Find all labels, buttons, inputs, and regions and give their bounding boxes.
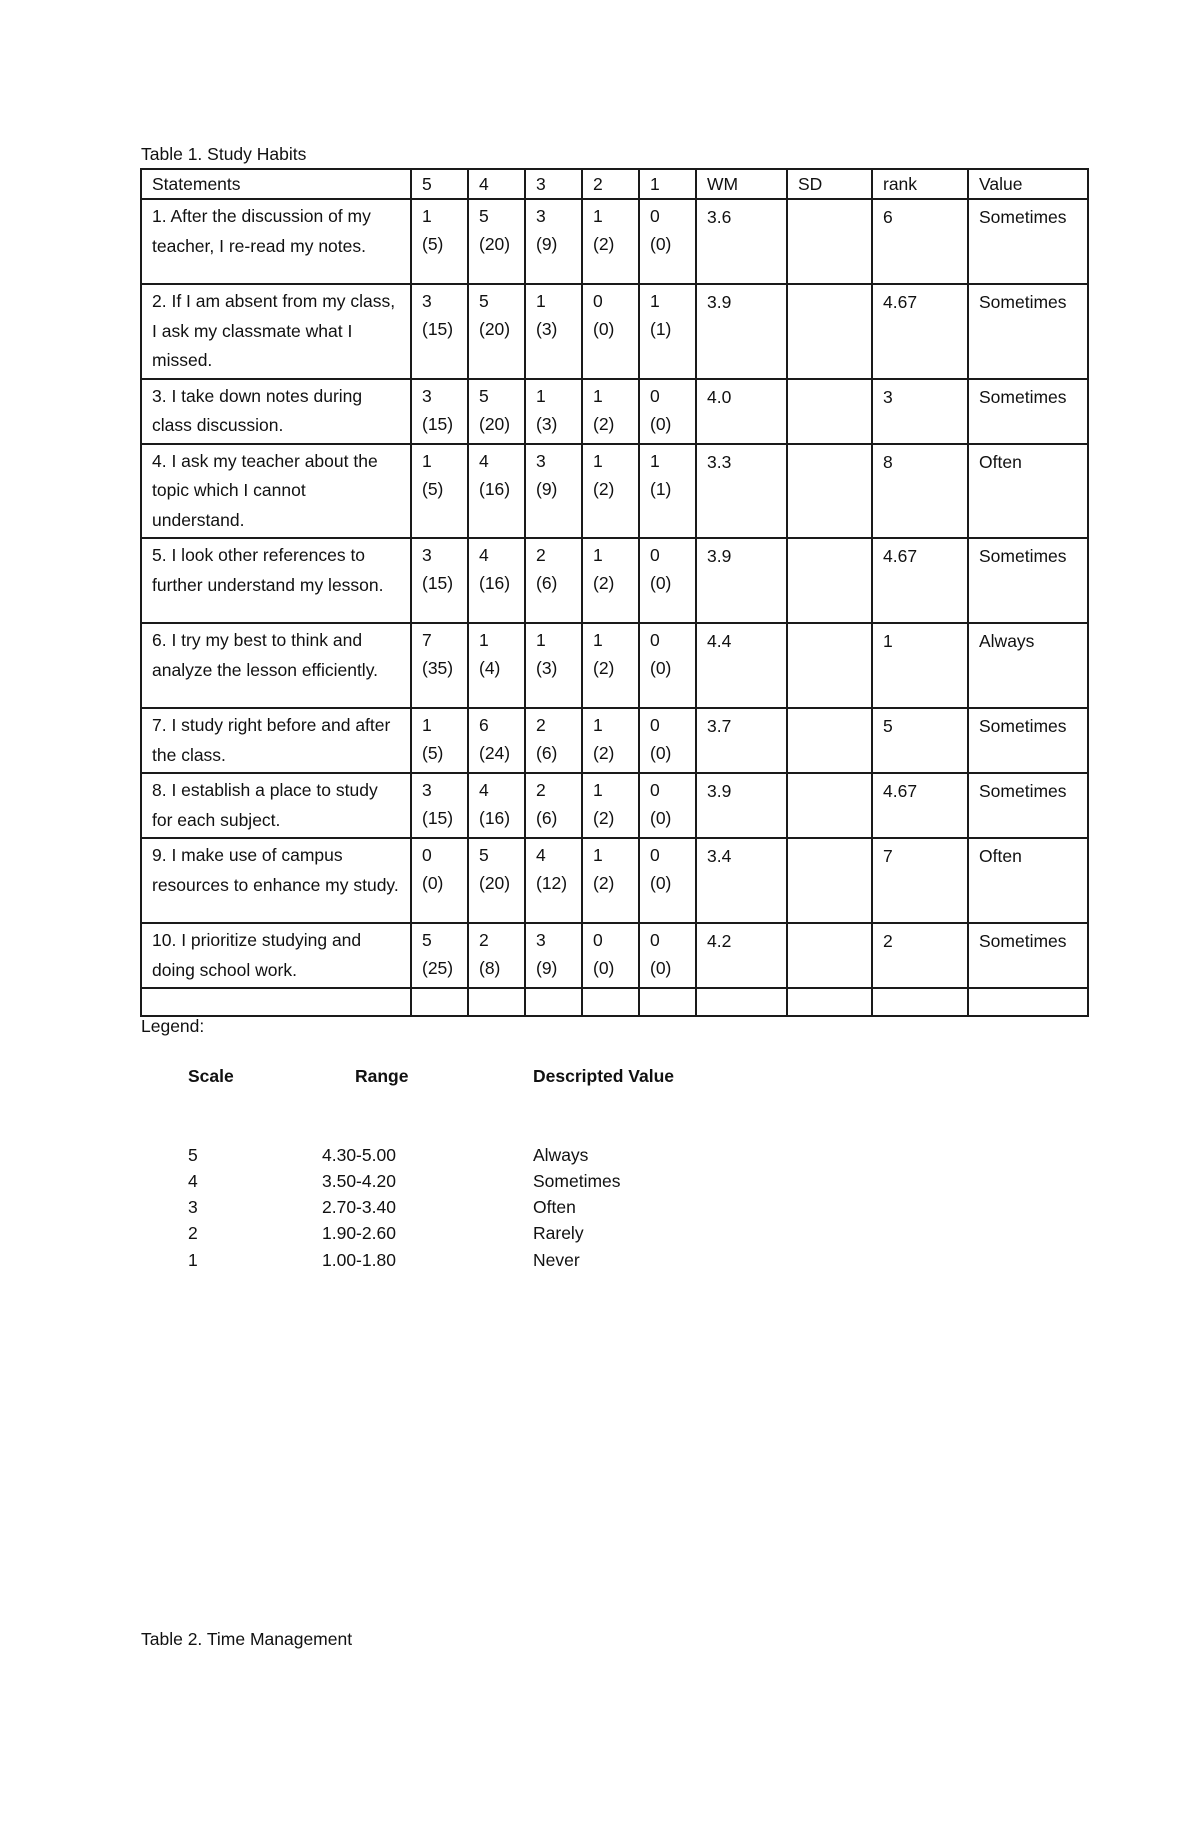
empty-cell bbox=[787, 988, 872, 1016]
count-cell-1 bbox=[639, 838, 696, 923]
wm-cell: 3.3 bbox=[696, 444, 787, 539]
sd-cell bbox=[787, 623, 872, 708]
legend-title: Legend: bbox=[141, 1016, 205, 1036]
weighted-value: (5) bbox=[422, 478, 444, 499]
value-cell: Sometimes bbox=[968, 284, 1088, 379]
rank-cell: 3 bbox=[872, 379, 968, 444]
value-cell: Always bbox=[968, 623, 1088, 708]
count-value: 5 bbox=[479, 385, 489, 406]
weighted-value: (35) bbox=[422, 658, 454, 678]
table-row bbox=[141, 538, 1088, 623]
header-value: Value bbox=[968, 169, 1088, 199]
empty-cell bbox=[411, 988, 468, 1016]
weighted-value: (3) bbox=[536, 319, 558, 339]
weighted-value: (16) bbox=[479, 478, 511, 499]
count-cell-2 bbox=[582, 708, 639, 773]
count-value: 4 bbox=[479, 450, 489, 471]
statement-cell: 2. If I am absent from my class, I ask my classmate what I missed. bbox=[141, 284, 411, 379]
wm-cell: 3.4 bbox=[696, 838, 787, 923]
legend-scale: 4 bbox=[188, 1171, 198, 1191]
legend-value: Always bbox=[533, 1145, 589, 1165]
weighted-value: (2) bbox=[593, 478, 615, 499]
count-cell-4 bbox=[468, 708, 525, 773]
count-value: 1 bbox=[593, 206, 603, 226]
wm-cell: 3.9 bbox=[696, 538, 787, 623]
weighted-value: (0) bbox=[650, 234, 672, 254]
count-value: 1 bbox=[593, 845, 603, 865]
weighted-value: (0) bbox=[650, 573, 672, 593]
count-value: 0 bbox=[650, 715, 660, 735]
count-value: 5 bbox=[479, 206, 489, 226]
count-cell-3 bbox=[525, 444, 582, 539]
count-cell-4 bbox=[468, 199, 525, 284]
wm-cell: 4.4 bbox=[696, 623, 787, 708]
value-cell: Often bbox=[968, 444, 1088, 539]
sd-cell bbox=[787, 284, 872, 379]
empty-cell bbox=[582, 988, 639, 1016]
count-cell-1 bbox=[639, 923, 696, 988]
weighted-value: (1) bbox=[650, 478, 672, 499]
count-value: 3 bbox=[422, 780, 432, 800]
weighted-value: (0) bbox=[593, 319, 615, 339]
count-cell-3 bbox=[525, 708, 582, 773]
count-cell-1 bbox=[639, 444, 696, 539]
count-cell-5 bbox=[411, 538, 468, 623]
statement-cell: 8. I establish a place to study for each subject. bbox=[141, 773, 411, 838]
weighted-value: (25) bbox=[422, 958, 454, 978]
count-cell-5 bbox=[411, 923, 468, 988]
empty-cell bbox=[872, 988, 968, 1016]
count-value: 1 bbox=[593, 545, 603, 565]
count-cell-3 bbox=[525, 199, 582, 284]
count-cell-3 bbox=[525, 284, 582, 379]
value-cell: Sometimes bbox=[968, 708, 1088, 773]
wm-cell: 4.2 bbox=[696, 923, 787, 988]
count-cell-3 bbox=[525, 623, 582, 708]
count-cell-5 bbox=[411, 708, 468, 773]
rank-cell: 5 bbox=[872, 708, 968, 773]
legend-value: Never bbox=[533, 1250, 580, 1270]
weighted-value: (16) bbox=[479, 808, 511, 828]
count-value: 3 bbox=[422, 291, 432, 311]
count-cell-1 bbox=[639, 708, 696, 773]
count-cell-4 bbox=[468, 284, 525, 379]
weighted-value: (6) bbox=[536, 808, 558, 828]
value-cell: Often bbox=[968, 838, 1088, 923]
count-cell-5 bbox=[411, 199, 468, 284]
legend-range: 2.70-3.40 bbox=[322, 1197, 396, 1217]
weighted-value: (0) bbox=[422, 873, 444, 893]
count-cell-2 bbox=[582, 284, 639, 379]
header-rank: rank bbox=[872, 169, 968, 199]
rank-cell: 4.67 bbox=[872, 538, 968, 623]
header-statements: Statements bbox=[141, 169, 411, 199]
count-cell-3 bbox=[525, 379, 582, 444]
count-value: 0 bbox=[422, 845, 432, 865]
sd-cell bbox=[787, 708, 872, 773]
header-1: 1 bbox=[639, 169, 696, 199]
count-cell-5 bbox=[411, 838, 468, 923]
count-cell-4 bbox=[468, 444, 525, 539]
rank-cell: 2 bbox=[872, 923, 968, 988]
count-cell-3 bbox=[525, 838, 582, 923]
count-value: 1 bbox=[422, 450, 432, 471]
wm-cell: 3.6 bbox=[696, 199, 787, 284]
wm-cell: 3.7 bbox=[696, 708, 787, 773]
wm-cell: 4.0 bbox=[696, 379, 787, 444]
weighted-value: (2) bbox=[593, 658, 615, 678]
statement-cell: 5. I look other references to further understand my lesson. bbox=[141, 538, 411, 623]
count-value: 2 bbox=[536, 545, 546, 565]
weighted-value: (20) bbox=[479, 413, 511, 434]
sd-cell bbox=[787, 379, 872, 444]
empty-row bbox=[141, 988, 1088, 1016]
table2-title: Table 2. Time Management bbox=[141, 1629, 353, 1649]
rank-cell: 4.67 bbox=[872, 284, 968, 379]
count-cell-3 bbox=[525, 538, 582, 623]
count-cell-2 bbox=[582, 623, 639, 708]
count-value: 2 bbox=[479, 930, 489, 950]
weighted-value: (5) bbox=[422, 743, 444, 763]
weighted-value: (20) bbox=[479, 319, 511, 339]
sd-cell bbox=[787, 199, 872, 284]
wm-cell: 3.9 bbox=[696, 773, 787, 838]
header-2: 2 bbox=[582, 169, 639, 199]
count-cell-2 bbox=[582, 538, 639, 623]
empty-cell bbox=[141, 988, 411, 1016]
count-value: 5 bbox=[422, 930, 432, 950]
weighted-value: (9) bbox=[536, 478, 558, 499]
count-value: 6 bbox=[479, 715, 489, 735]
count-cell-4 bbox=[468, 538, 525, 623]
count-value: 0 bbox=[650, 385, 660, 406]
count-value: 0 bbox=[650, 206, 660, 226]
count-cell-1 bbox=[639, 379, 696, 444]
weighted-value: (0) bbox=[650, 413, 672, 434]
weighted-value: (0) bbox=[650, 873, 672, 893]
value-cell: Sometimes bbox=[968, 773, 1088, 838]
weighted-value: (12) bbox=[536, 873, 568, 893]
count-value: 1 bbox=[593, 780, 603, 800]
count-value: 0 bbox=[650, 845, 660, 865]
value-cell: Sometimes bbox=[968, 379, 1088, 444]
count-value: 1 bbox=[650, 291, 660, 311]
header-3: 3 bbox=[525, 169, 582, 199]
statement-cell: 1. After the discussion of my teacher, I re-read my notes. bbox=[141, 199, 411, 284]
count-value: 7 bbox=[422, 630, 432, 650]
legend-value: Sometimes bbox=[533, 1171, 621, 1191]
table-row bbox=[141, 838, 1088, 923]
weighted-value: (0) bbox=[593, 958, 615, 978]
legend-value: Often bbox=[533, 1197, 576, 1217]
weighted-value: (2) bbox=[593, 873, 615, 893]
rank-cell: 7 bbox=[872, 838, 968, 923]
count-value: 3 bbox=[536, 450, 546, 471]
statement-cell: 4. I ask my teacher about the topic which I cannot understand. bbox=[141, 444, 411, 539]
weighted-value: (24) bbox=[479, 743, 511, 763]
empty-cell bbox=[468, 988, 525, 1016]
study-habits-table bbox=[140, 168, 1089, 1017]
count-value: 0 bbox=[593, 930, 603, 950]
count-value: 1 bbox=[422, 715, 432, 735]
weighted-value: (0) bbox=[650, 808, 672, 828]
sd-cell bbox=[787, 444, 872, 539]
table-row bbox=[141, 284, 1088, 379]
header-5: 5 bbox=[411, 169, 468, 199]
count-cell-3 bbox=[525, 923, 582, 988]
weighted-value: (8) bbox=[479, 958, 501, 978]
rank-cell: 8 bbox=[872, 444, 968, 539]
legend-range: 1.00-1.80 bbox=[322, 1250, 396, 1270]
count-value: 2 bbox=[536, 715, 546, 735]
count-cell-2 bbox=[582, 773, 639, 838]
legend-range: 3.50-4.20 bbox=[322, 1171, 396, 1191]
count-cell-4 bbox=[468, 838, 525, 923]
table-header-row bbox=[141, 169, 1088, 199]
count-cell-2 bbox=[582, 838, 639, 923]
header-sd: SD bbox=[787, 169, 872, 199]
count-value: 0 bbox=[650, 930, 660, 950]
table-row bbox=[141, 623, 1088, 708]
count-value: 1 bbox=[593, 630, 603, 650]
weighted-value: (2) bbox=[593, 808, 615, 828]
legend-range: 4.30-5.00 bbox=[322, 1145, 396, 1165]
table-row bbox=[141, 773, 1088, 838]
empty-cell bbox=[696, 988, 787, 1016]
count-cell-4 bbox=[468, 773, 525, 838]
count-cell-2 bbox=[582, 444, 639, 539]
rank-cell: 1 bbox=[872, 623, 968, 708]
weighted-value: (15) bbox=[422, 413, 454, 434]
count-cell-1 bbox=[639, 623, 696, 708]
legend-header-value: Descripted Value bbox=[533, 1066, 675, 1086]
count-cell-3 bbox=[525, 773, 582, 838]
table-row bbox=[141, 379, 1088, 444]
empty-cell bbox=[968, 988, 1088, 1016]
count-cell-5 bbox=[411, 444, 468, 539]
weighted-value: (3) bbox=[536, 413, 558, 434]
count-cell-4 bbox=[468, 379, 525, 444]
weighted-value: (15) bbox=[422, 573, 454, 593]
table-row bbox=[141, 923, 1088, 988]
count-value: 2 bbox=[536, 780, 546, 800]
weighted-value: (15) bbox=[422, 319, 454, 339]
count-cell-1 bbox=[639, 199, 696, 284]
sd-cell bbox=[787, 923, 872, 988]
legend-scale: 3 bbox=[188, 1197, 198, 1217]
statement-cell: 6. I try my best to think and analyze the lesson efficiently. bbox=[141, 623, 411, 708]
value-cell: Sometimes bbox=[968, 538, 1088, 623]
table1-title: Table 1. Study Habits bbox=[141, 144, 307, 164]
header-4: 4 bbox=[468, 169, 525, 199]
count-value: 1 bbox=[479, 630, 489, 650]
weighted-value: (0) bbox=[650, 958, 672, 978]
weighted-value: (2) bbox=[593, 234, 615, 254]
statement-cell: 9. I make use of campus resources to enhance my study. bbox=[141, 838, 411, 923]
legend-header-scale: Scale bbox=[188, 1066, 234, 1086]
count-value: 5 bbox=[479, 291, 489, 311]
wm-cell: 3.9 bbox=[696, 284, 787, 379]
weighted-value: (9) bbox=[536, 958, 558, 978]
count-cell-5 bbox=[411, 379, 468, 444]
weighted-value: (0) bbox=[650, 658, 672, 678]
value-cell: Sometimes bbox=[968, 199, 1088, 284]
count-value: 0 bbox=[650, 630, 660, 650]
legend-header-range: Range bbox=[355, 1066, 409, 1086]
weighted-value: (6) bbox=[536, 573, 558, 593]
sd-cell bbox=[787, 538, 872, 623]
count-cell-1 bbox=[639, 538, 696, 623]
weighted-value: (15) bbox=[422, 808, 454, 828]
empty-cell bbox=[639, 988, 696, 1016]
count-value: 4 bbox=[536, 845, 546, 865]
table-row bbox=[141, 199, 1088, 284]
weighted-value: (3) bbox=[536, 658, 558, 678]
count-cell-2 bbox=[582, 379, 639, 444]
rank-cell: 4.67 bbox=[872, 773, 968, 838]
count-value: 3 bbox=[536, 206, 546, 226]
count-value: 1 bbox=[593, 385, 603, 406]
count-cell-1 bbox=[639, 284, 696, 379]
legend-scale: 2 bbox=[188, 1223, 198, 1243]
statement-cell: 3. I take down notes during class discussion. bbox=[141, 379, 411, 444]
header-wm: WM bbox=[696, 169, 787, 199]
legend-range: 1.90-2.60 bbox=[322, 1223, 396, 1243]
weighted-value: (5) bbox=[422, 234, 444, 254]
table-row bbox=[141, 444, 1088, 539]
statement-cell: 7. I study right before and after the class. bbox=[141, 708, 411, 773]
weighted-value: (16) bbox=[479, 573, 511, 593]
weighted-value: (4) bbox=[479, 658, 501, 678]
sd-cell bbox=[787, 773, 872, 838]
count-value: 4 bbox=[479, 545, 489, 565]
count-value: 3 bbox=[422, 385, 432, 406]
rank-cell: 6 bbox=[872, 199, 968, 284]
value-cell: Sometimes bbox=[968, 923, 1088, 988]
weighted-value: (6) bbox=[536, 743, 558, 763]
legend-value: Rarely bbox=[533, 1223, 584, 1243]
legend-scale: 1 bbox=[188, 1250, 198, 1270]
count-cell-5 bbox=[411, 623, 468, 708]
sd-cell bbox=[787, 838, 872, 923]
count-cell-1 bbox=[639, 773, 696, 838]
count-cell-5 bbox=[411, 284, 468, 379]
weighted-value: (2) bbox=[593, 413, 615, 434]
weighted-value: (20) bbox=[479, 873, 511, 893]
count-cell-5 bbox=[411, 773, 468, 838]
weighted-value: (2) bbox=[593, 573, 615, 593]
count-value: 1 bbox=[650, 450, 660, 471]
count-value: 3 bbox=[536, 930, 546, 950]
count-value: 1 bbox=[536, 630, 546, 650]
count-value: 1 bbox=[593, 715, 603, 735]
weighted-value: (2) bbox=[593, 743, 615, 763]
count-value: 1 bbox=[593, 450, 603, 471]
table-row bbox=[141, 708, 1088, 773]
count-value: 1 bbox=[536, 385, 546, 406]
count-value: 4 bbox=[479, 780, 489, 800]
empty-cell bbox=[525, 988, 582, 1016]
count-value: 0 bbox=[650, 545, 660, 565]
count-value: 1 bbox=[536, 291, 546, 311]
count-cell-4 bbox=[468, 923, 525, 988]
statement-cell: 10. I prioritize studying and doing school work. bbox=[141, 923, 411, 988]
count-value: 3 bbox=[422, 545, 432, 565]
count-value: 0 bbox=[650, 780, 660, 800]
weighted-value: (0) bbox=[650, 743, 672, 763]
count-value: 5 bbox=[479, 845, 489, 865]
legend-scale: 5 bbox=[188, 1145, 198, 1165]
count-cell-2 bbox=[582, 199, 639, 284]
count-cell-2 bbox=[582, 923, 639, 988]
count-value: 1 bbox=[422, 206, 432, 226]
count-cell-4 bbox=[468, 623, 525, 708]
weighted-value: (9) bbox=[536, 234, 558, 254]
count-value: 0 bbox=[593, 291, 603, 311]
weighted-value: (20) bbox=[479, 234, 511, 254]
weighted-value: (1) bbox=[650, 319, 672, 339]
